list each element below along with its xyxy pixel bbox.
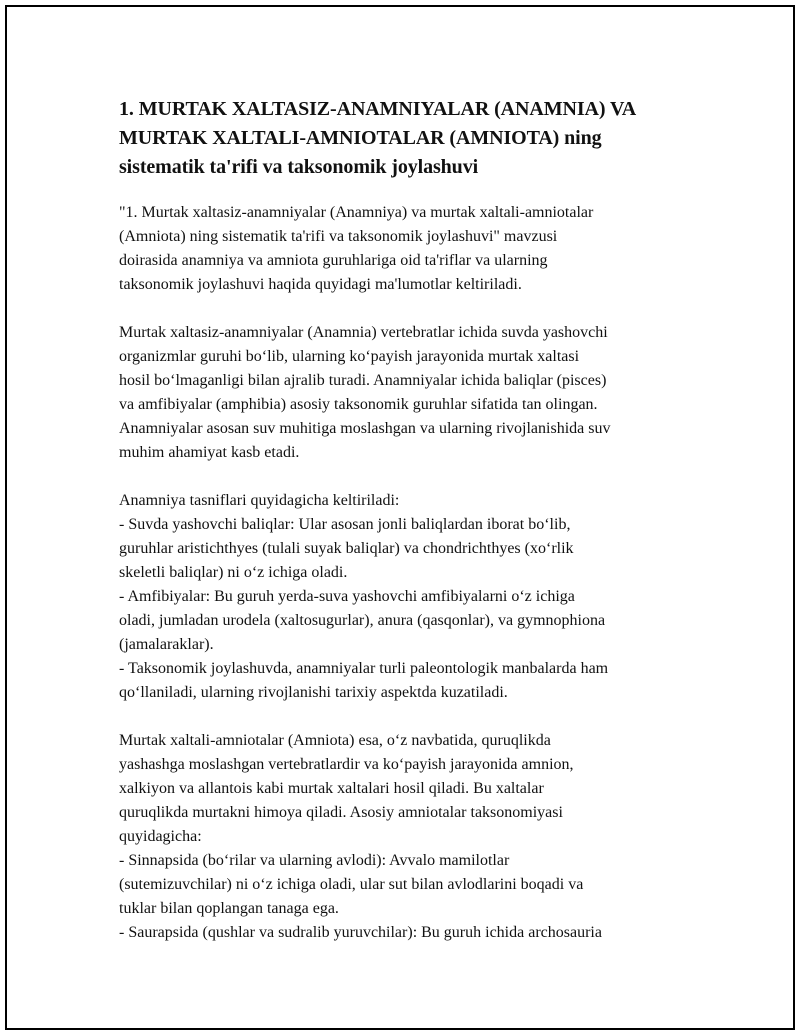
list-item: - Suvda yashovchi baliqlar: Ular asosan jonli baliqlardan iborat bo‘lib, — [119, 516, 571, 533]
text-line: yashashga moslashgan vertebratlardir va ko‘payish jarayonida amnion, — [119, 756, 574, 773]
text-line: skeletli baliqlar) ni o‘z ichiga oladi. — [119, 564, 348, 581]
paragraph-anamnia — [119, 321, 709, 465]
text-line: quruqlikda murtakni himoya qiladi. Asosiy amniotalar taksonomiyasi — [119, 804, 563, 821]
text-line: taksonomik joylashuvi haqida quyidagi ma'lumotlar keltiriladi. — [119, 276, 522, 293]
document-title — [119, 95, 709, 182]
list-item: - Sinnapsida (bo‘rilar va ularning avlodi): Avvalo mamilotlar — [119, 852, 510, 869]
text-line: hosil bo‘lmaganligi bilan ajralib turadi. Anamniyalar ichida baliqlar (pisces) — [119, 372, 607, 389]
text-line: Murtak xaltali-amniotalar (Amniota) esa, o‘z navbatida, quruqlikda — [119, 732, 551, 749]
text-line: tuklar bilan qoplangan tanaga ega. — [119, 900, 339, 917]
list-item: - Amfibiyalar: Bu guruh yerda-suva yashovchi amfibiyalarni o‘z ichiga — [119, 588, 575, 605]
document-page — [5, 5, 795, 1030]
paragraph-anamnia-classification — [119, 489, 709, 705]
text-line: Anamniya tasniflari quyidagicha keltiriladi: — [119, 492, 400, 509]
text-line: organizmlar guruhi bo‘lib, ularning ko‘payish jarayonida murtak xaltasi — [119, 348, 580, 365]
text-line: Anamniyalar asosan suv muhitiga moslashgan va ularning rivojlanishida suv — [119, 420, 611, 437]
text-line: doirasida anamniya va amniota guruhlariga oid ta'riflar va ularning — [119, 252, 548, 269]
title-line: MURTAK XALTALI-AMNIOTALAR (AMNIOTA) ning — [119, 127, 602, 149]
text-line: Murtak xaltasiz-anamniyalar (Anamnia) vertebratlar ichida suvda yashovchi — [119, 324, 608, 341]
text-line: xalkiyon va allantois kabi murtak xaltalari hosil qiladi. Bu xaltalar — [119, 780, 544, 797]
text-line: (sutemizuvchilar) ni o‘z ichiga oladi, ular sut bilan avlodlarini boqadi va — [119, 876, 584, 893]
paragraph-intro — [119, 201, 709, 297]
title-line: sistematik ta'rifi va taksonomik joylashuvi — [119, 156, 479, 178]
list-item: - Taksonomik joylashuvda, anamniyalar turli paleontologik manbalarda ham — [119, 660, 609, 677]
text-line: qo‘llaniladi, ularning rivojlanishi tarixiy aspektda kuzatiladi. — [119, 684, 508, 701]
list-item: - Saurapsida (qushlar va sudralib yuruvchilar): Bu guruh ichida archosauria — [119, 924, 602, 941]
paragraph-amniota — [119, 729, 709, 945]
text-line: va amfibiyalar (amphibia) asosiy taksonomik guruhlar sifatida tan olingan. — [119, 396, 598, 413]
text-line: quyidagicha: — [119, 828, 202, 845]
text-line: oladi, jumladan urodela (xaltosugurlar), anura (qasqonlar), va gymnophiona — [119, 612, 606, 629]
document-body — [119, 95, 709, 969]
text-line: (Amniota) ning sistematik ta'rifi va taksonomik joylashuvi" mavzusi — [119, 228, 558, 245]
text-line: guruhlar aristichthyes (tulali suyak baliqlar) va chondrichthyes (xo‘rlik — [119, 540, 574, 557]
text-line: muhim ahamiyat kasb etadi. — [119, 444, 300, 461]
text-line: "1. Murtak xaltasiz-anamniyalar (Anamniya) va murtak xaltali-amniotalar — [119, 204, 594, 221]
title-line: 1. MURTAK XALTASIZ-ANAMNIYALAR (ANAMNIA) VA — [119, 98, 637, 120]
text-line: (jamalaraklar). — [119, 636, 214, 653]
